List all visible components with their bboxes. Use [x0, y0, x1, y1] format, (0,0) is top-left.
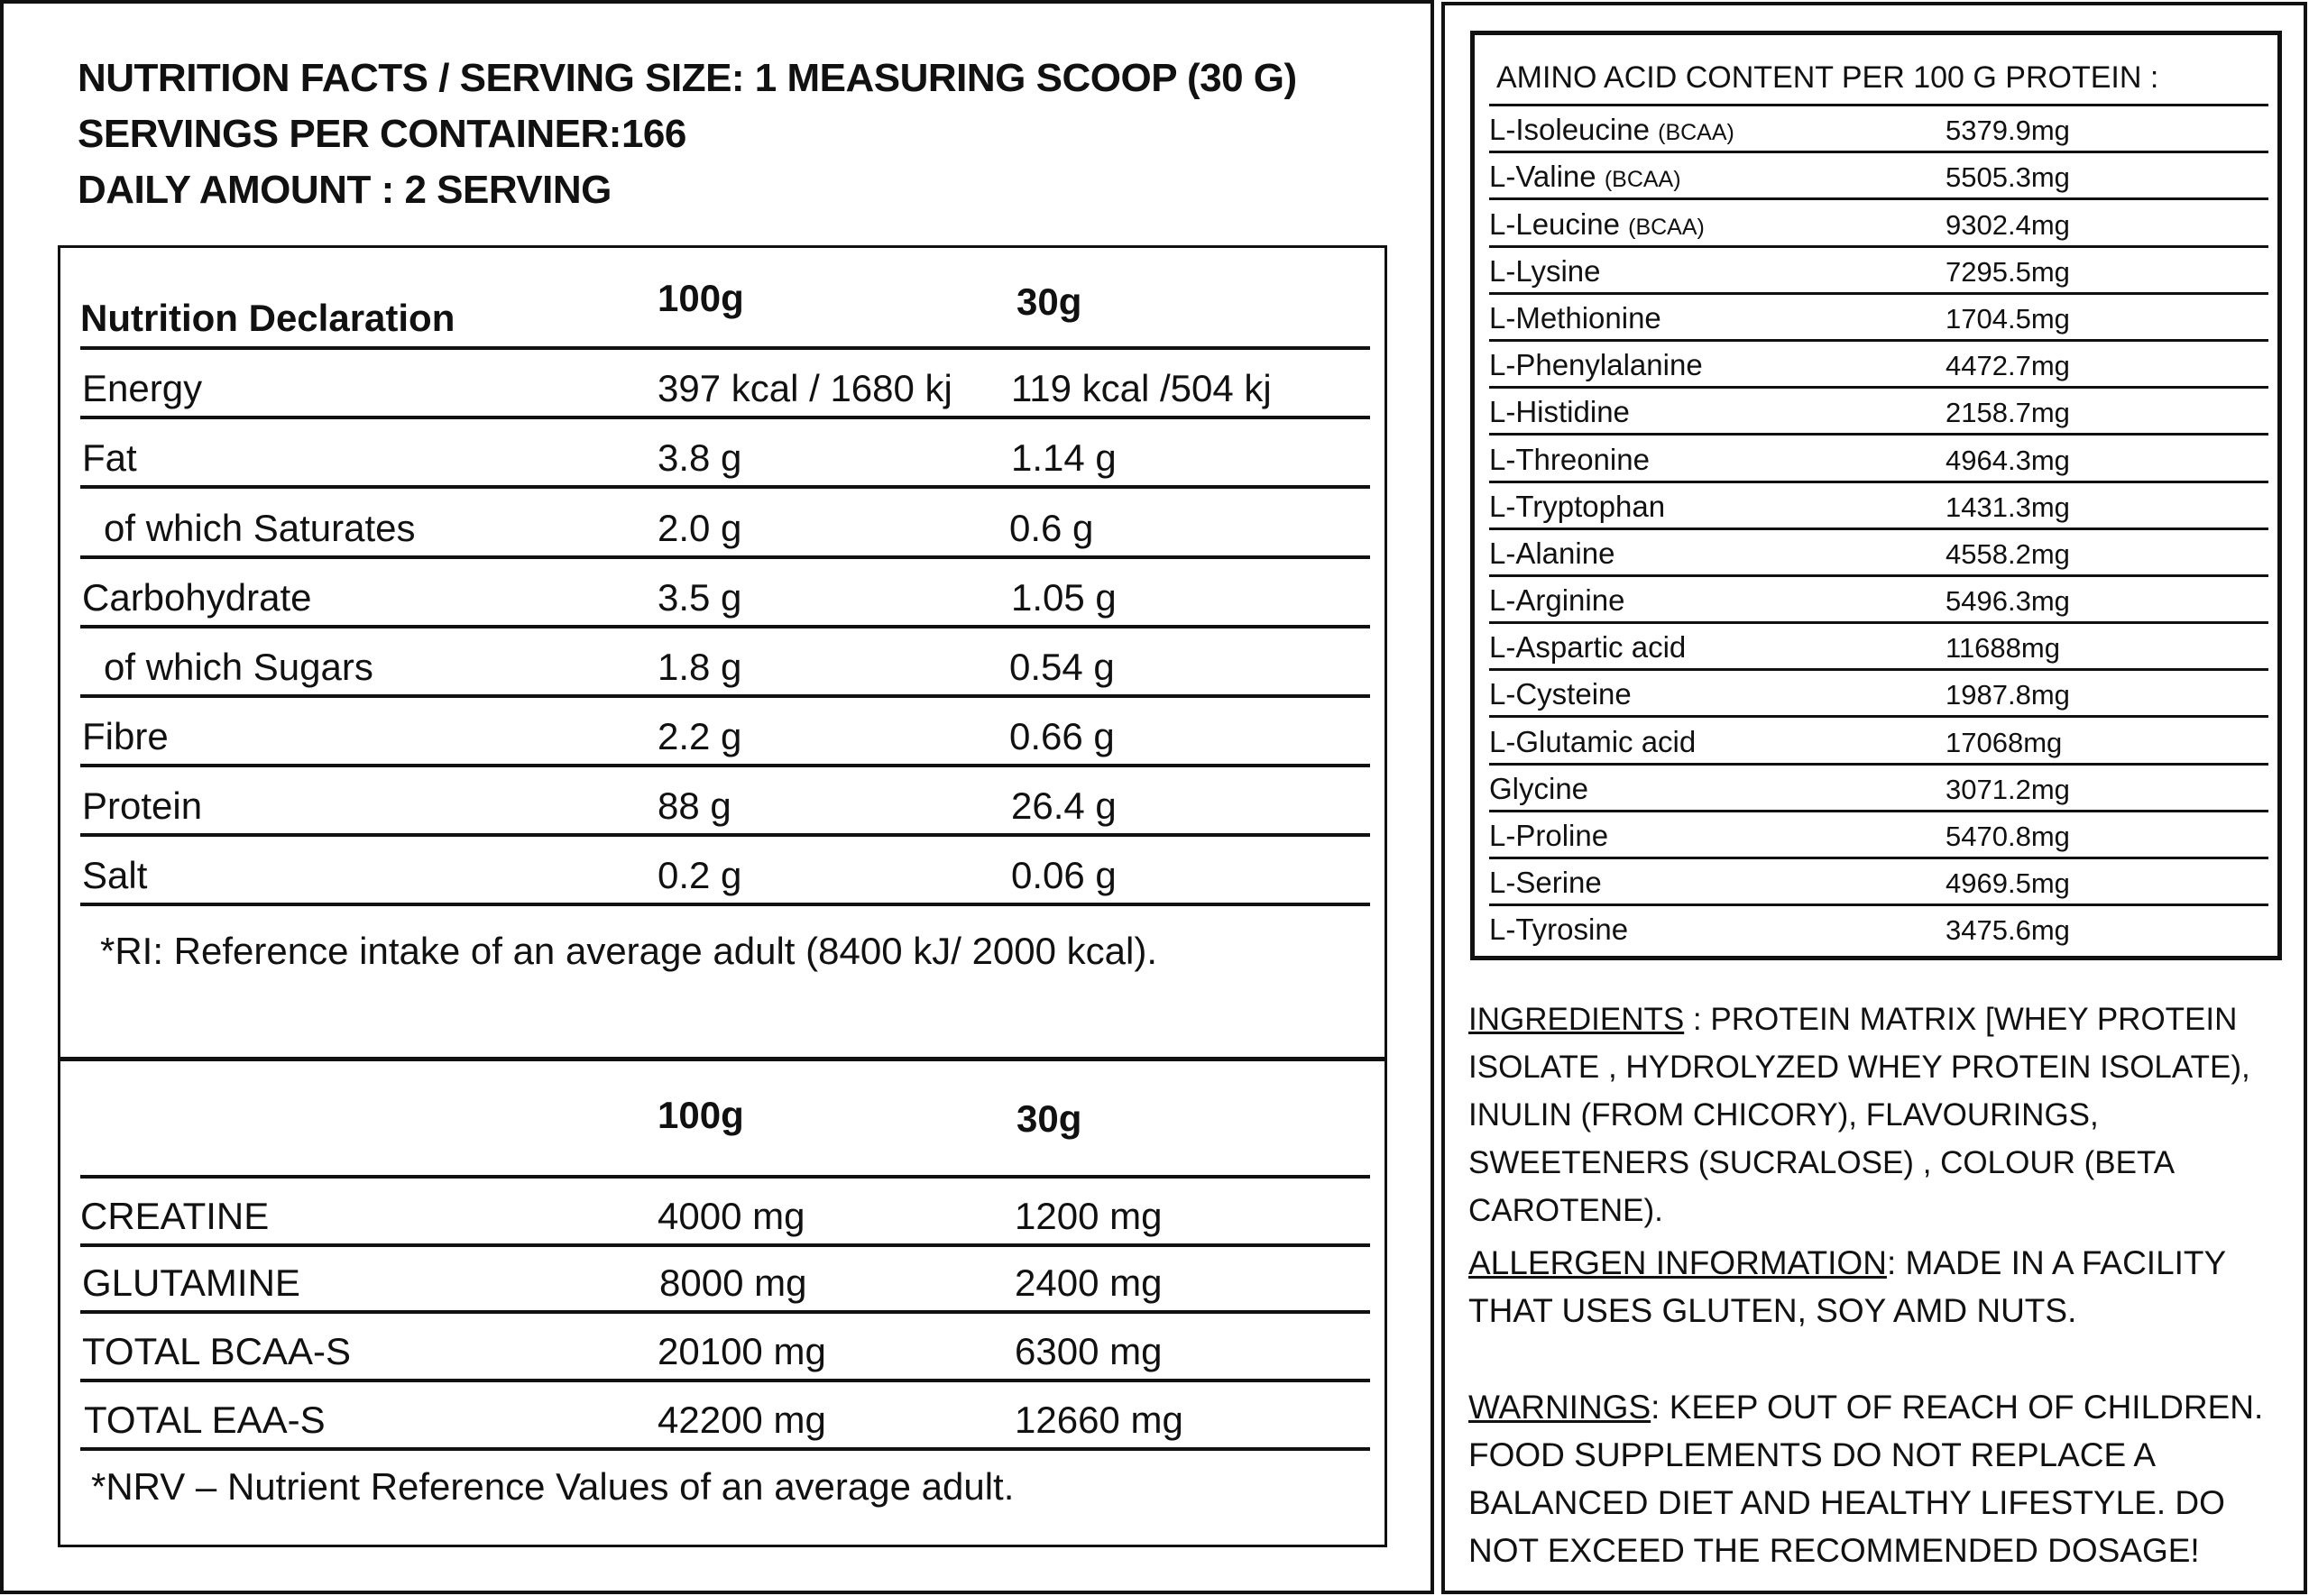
amino-acid-value: 17068mg	[1946, 726, 2063, 758]
value-100g: 42200 mg	[658, 1399, 826, 1441]
amino-acid-name	[1489, 254, 1601, 289]
supplement-table-header	[80, 1059, 1370, 1179]
amino-acid-name	[1489, 348, 1703, 382]
warnings-block	[1468, 1383, 2298, 1574]
amino-acid-row	[1489, 621, 2268, 668]
value-30g: 1.05 g	[1011, 576, 1117, 619]
amino-acid-name	[1489, 819, 1608, 853]
table-row	[80, 559, 1370, 628]
amino-acid-row	[1489, 903, 2268, 950]
amino-acid-name-text: Glycine	[1489, 771, 1589, 805]
value-30g: 26.4 g	[1011, 784, 1117, 827]
value-100g: 4000 mg	[658, 1195, 805, 1237]
table-row	[80, 1247, 1370, 1314]
amino-acid-name	[1489, 207, 1705, 242]
ri-footnote: *RI: Reference intake of an average adult (8400 kJ/ 2000 kcal).	[100, 930, 1158, 972]
ingredients-label: INGREDIENTS	[1468, 1002, 1685, 1037]
amino-acid-row	[1489, 481, 2268, 527]
amino-acid-name-text: L-Lysine	[1489, 253, 1601, 288]
nutrient-name: of which Saturates	[104, 507, 416, 549]
nutrition-table-header	[80, 255, 1370, 350]
amino-acid-name-text: L-Threonine	[1489, 442, 1650, 476]
nutrition-declaration-box	[58, 245, 1387, 1061]
amino-acid-name-text: L-Proline	[1489, 819, 1609, 852]
amino-acid-name-text: L-Aspartic acid	[1489, 630, 1687, 665]
amino-acid-value: 7295.5mg	[1946, 255, 2070, 288]
value-30g: 12660 mg	[1015, 1399, 1183, 1441]
nutrient-name: Carbohydrate	[82, 576, 312, 619]
amino-acid-value: 9302.4mg	[1946, 208, 2070, 241]
amino-acid-row	[1489, 386, 2268, 433]
amino-acid-name-text: L-Histidine	[1489, 395, 1630, 429]
amino-acid-value: 2158.7mg	[1946, 397, 2070, 429]
value-30g: 6300 mg	[1015, 1330, 1163, 1372]
amino-acid-value: 3475.6mg	[1946, 914, 2070, 947]
value-30g: 0.54 g	[1009, 646, 1115, 688]
value-100g: 2.2 g	[658, 715, 742, 757]
bcaa-tag: (BCAA)	[1628, 214, 1705, 240]
amino-acid-name	[1489, 583, 1624, 618]
table-row	[80, 489, 1370, 559]
amino-acid-row	[1489, 339, 2268, 386]
amino-acid-value: 4472.7mg	[1946, 350, 2070, 382]
amino-acid-name-text: L-Valine	[1489, 160, 1596, 194]
amino-acid-row	[1489, 857, 2268, 903]
allergen-label: ALLERGEN INFORMATION	[1468, 1244, 1887, 1281]
amino-acid-name-text: L-Serine	[1489, 866, 1602, 900]
amino-acid-name	[1489, 113, 1734, 147]
value-100g: 397 kcal / 1680 kj	[658, 367, 952, 409]
amino-acid-value: 1704.5mg	[1946, 302, 2070, 335]
nutrient-name: Fibre	[82, 715, 169, 757]
table-row	[80, 698, 1370, 767]
ingredients-block	[1468, 995, 2298, 1234]
table-row	[80, 1314, 1370, 1382]
amino-acid-name	[1489, 160, 1681, 194]
value-100g: 20100 mg	[658, 1330, 826, 1372]
daily-amount-line: DAILY AMOUNT : 2 SERVING	[78, 168, 612, 212]
amino-acid-row	[1489, 763, 2268, 810]
value-30g: 1200 mg	[1015, 1195, 1163, 1237]
amino-acid-name	[1489, 630, 1686, 665]
amino-acid-row	[1489, 715, 2268, 762]
value-100g: 2.0 g	[658, 507, 742, 549]
amino-acid-name-text: L-Methionine	[1489, 300, 1661, 335]
value-30g: 0.06 g	[1011, 854, 1117, 896]
amino-acid-name-text: L-Isoleucine	[1489, 113, 1650, 147]
amino-acid-name-text: L-Alanine	[1489, 536, 1615, 570]
amino-acid-name	[1489, 301, 1661, 335]
bcaa-tag: (BCAA)	[1658, 120, 1734, 146]
amino-acid-name-text: L-Arginine	[1489, 583, 1625, 618]
amino-acid-name	[1489, 677, 1632, 711]
serving-size-line: NUTRITION FACTS / SERVING SIZE: 1 MEASURING SCOOP (30 G)	[78, 56, 1297, 100]
amino-acid-value: 3071.2mg	[1946, 773, 2070, 805]
amino-acid-value: 1987.8mg	[1946, 679, 2070, 711]
amino-acid-name-text: L-Glutamic acid	[1489, 724, 1697, 758]
amino-acid-value: 1431.3mg	[1946, 491, 2070, 523]
facts-header	[78, 50, 1297, 218]
amino-acid-value: 5470.8mg	[1946, 821, 2070, 852]
supplement-name: CREATINE	[80, 1195, 270, 1237]
table-row	[80, 837, 1370, 906]
amino-acid-row	[1489, 574, 2268, 621]
table-row	[80, 767, 1370, 837]
bcaa-tag: (BCAA)	[1604, 167, 1681, 193]
amino-acid-name	[1489, 490, 1665, 524]
amino-acid-title: AMINO ACID CONTENT PER 100 G PROTEIN :	[1496, 60, 2159, 95]
value-100g: 8000 mg	[659, 1261, 807, 1304]
value-100g: 3.5 g	[658, 576, 742, 619]
nrv-footnote: *NRV – Nutrient Reference Values of an average adult.	[91, 1465, 1015, 1508]
amino-acid-name-text: L-Leucine	[1489, 206, 1620, 241]
amino-acid-name	[1489, 866, 1602, 900]
supplement-name: GLUTAMINE	[82, 1261, 300, 1304]
header-100g: 100g	[658, 277, 744, 319]
amino-acid-value: 5505.3mg	[1946, 161, 2070, 194]
value-30g: 0.6 g	[1009, 507, 1094, 549]
amino-acid-row	[1489, 527, 2268, 574]
nutrient-name: Protein	[82, 784, 203, 827]
nutrient-name: of which Sugars	[104, 646, 373, 688]
ingredients-text: : PROTEIN MATRIX [WHEY PROTEIN ISOLATE , HYDROLYZED WHEY PROTEIN ISOLATE), INULIN (FROM CHICORY), FLAVOURINGS, SWEETENERS (SUCRALOSE) , COLOUR (BETA CAROTENE).	[1468, 1002, 2250, 1228]
amino-acid-value: 4969.5mg	[1946, 867, 2070, 900]
amino-acid-row	[1489, 810, 2268, 857]
table-row	[80, 419, 1370, 489]
table-row	[80, 1382, 1370, 1451]
value-30g: 0.66 g	[1009, 715, 1115, 757]
amino-acid-name-text: L-Cysteine	[1489, 677, 1632, 711]
table-row	[80, 350, 1370, 419]
nutrient-name: Energy	[82, 367, 203, 409]
amino-acid-name	[1489, 443, 1650, 477]
header-nutrition-declaration: Nutrition Declaration	[80, 297, 455, 339]
amino-acid-value: 11688mg	[1946, 632, 2060, 665]
amino-acid-name	[1489, 772, 1588, 806]
allergen-text: : MADE IN A FACILITY THAT USES GLUTEN, SOY AMD NUTS.	[1468, 1244, 2226, 1329]
table-row	[80, 1179, 1370, 1247]
amino-acid-name	[1489, 395, 1630, 429]
value-30g: 119 kcal /504 kj	[1011, 367, 1272, 409]
amino-acid-row	[1489, 104, 2268, 151]
amino-acid-row	[1489, 245, 2268, 292]
warnings-label: WARNINGS	[1468, 1389, 1651, 1426]
amino-acid-value: 4558.2mg	[1946, 537, 2070, 570]
nutrient-name: Salt	[82, 854, 148, 896]
amino-acid-row	[1489, 292, 2268, 339]
value-100g: 1.8 g	[658, 646, 742, 688]
amino-acid-name	[1489, 725, 1696, 759]
supplement-name: TOTAL BCAA-S	[82, 1330, 351, 1372]
amino-acid-row	[1489, 197, 2268, 244]
amino-acid-row	[1489, 151, 2268, 197]
amino-acid-row	[1489, 668, 2268, 715]
amino-acid-list	[1489, 104, 2268, 950]
value-30g: 1.14 g	[1011, 436, 1117, 479]
amino-acid-row	[1489, 433, 2268, 480]
amino-info-panel	[1441, 2, 2307, 1594]
value-100g: 88 g	[658, 784, 731, 827]
table-row	[80, 628, 1370, 698]
value-100g: 3.8 g	[658, 436, 742, 479]
warnings-text: : KEEP OUT OF REACH OF CHILDREN. FOOD SUPPLEMENTS DO NOT REPLACE A BALANCED DIET AND HEALTHY LIFESTYLE. DO NOT EXCEED THE RECOMMENDED DOSAGE!	[1468, 1389, 2264, 1569]
amino-acid-value: 5379.9mg	[1946, 115, 2070, 147]
value-100g: 0.2 g	[658, 854, 742, 896]
amino-acid-name-text: L-Tryptophan	[1489, 489, 1666, 523]
servings-per-container-line: SERVINGS PER CONTAINER:166	[78, 112, 686, 156]
value-30g: 2400 mg	[1015, 1261, 1163, 1304]
amino-acid-name	[1489, 913, 1628, 947]
amino-acid-box	[1470, 31, 2282, 960]
allergen-block	[1468, 1239, 2298, 1335]
amino-acid-name-text: L-Phenylalanine	[1489, 348, 1703, 382]
supplement-name: TOTAL EAA-S	[84, 1399, 326, 1441]
header-100g: 100g	[658, 1094, 744, 1136]
supplement-box	[58, 1057, 1387, 1547]
amino-acid-name-text: L-Tyrosine	[1489, 913, 1629, 947]
amino-acid-name	[1489, 537, 1614, 571]
amino-acid-value: 5496.3mg	[1946, 585, 2070, 618]
header-30g: 30g	[1017, 1097, 1082, 1140]
amino-acid-value: 4964.3mg	[1946, 444, 2070, 476]
nutrient-name: Fat	[82, 436, 137, 479]
header-30g: 30g	[1017, 280, 1082, 323]
